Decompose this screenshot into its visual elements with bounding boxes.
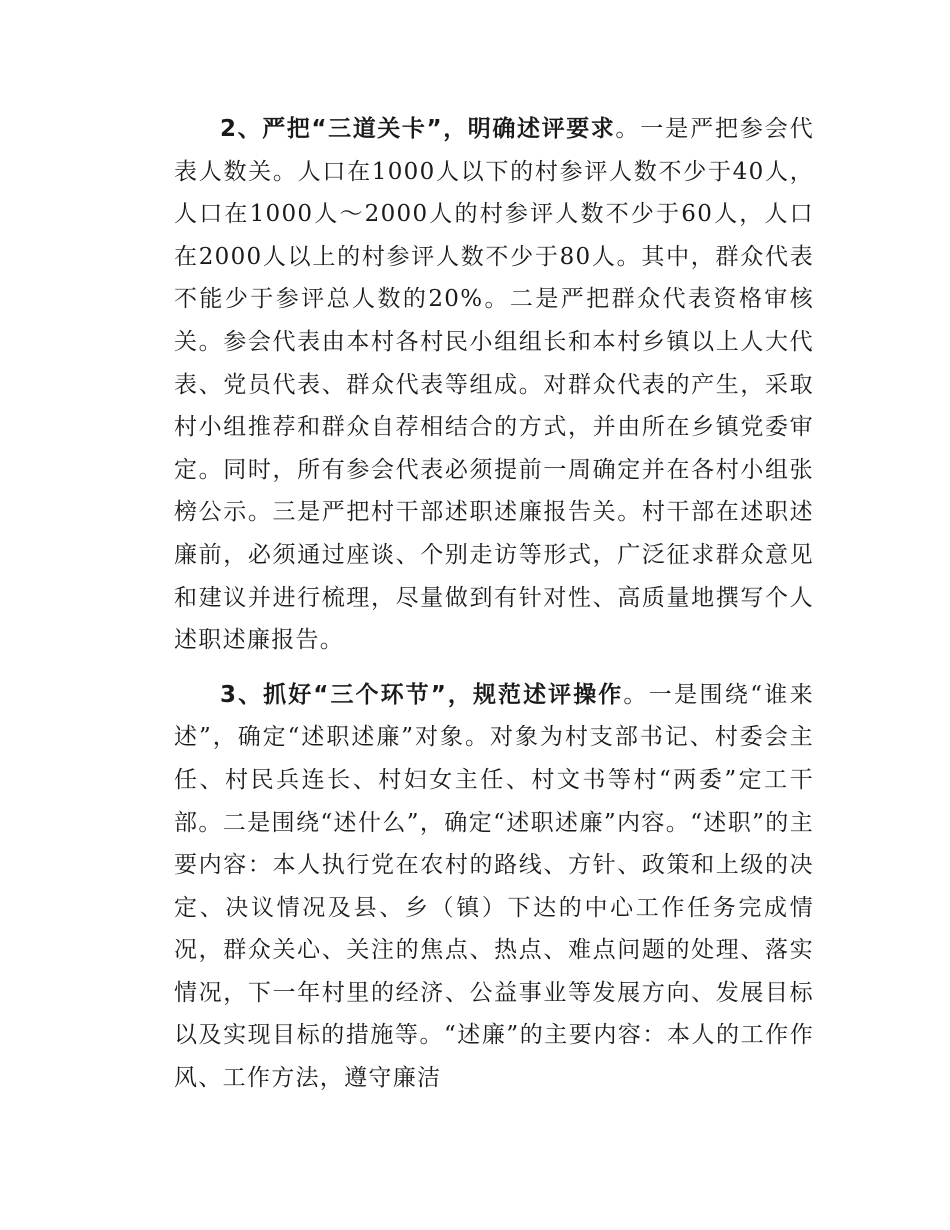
paragraph-section-3 — [174, 674, 814, 1100]
document-body — [174, 108, 814, 1100]
section-2-text: 。一是严把参会代表人数关。人口在1000人以下的村参评人数不少于40人，人口在1000人～2000人的村参评人数不少于60人，人口在2000人以上的村参评人数不少于80人。其中，群众代表不能少于参评总人数的20%。二是严把群众代表资格审核关。参会代表由本村各村民小组组长和本村乡镇以上人大代表、党员代表、群众代表等组成。对群众代表的产生，采取村小组推荐和群众自荐相结合的方式，并由所在乡镇党委审定。同时，所有参会代表必须提前一周确定并在各村小组张榜公示。三是严把村干部述职述廉报告关。村干部在述职述廉前，必须通过座谈、个别走访等形式，广泛征求群众意见和建议并进行梳理，尽量做到有针对性、高质量地撰写个人述职述廉报告。 — [174, 116, 814, 654]
section-2-heading: 2、严把“三道关卡”，明确述评要求 — [220, 116, 616, 142]
paragraph-section-2 — [174, 108, 814, 662]
section-3-text: 。一是围绕“谁来述”，确定“述职述廉”对象。对象为村支部书记、村委会主任、村民兵连长、村妇女主任、村文书等村“两委”定工干部。二是围绕“述什么”，确定“述职述廉”内容。“述职”的主要内容：本人执行党在农村的路线、方针、政策和上级的决定、决议情况及县、乡（镇）下达的中心工作任务完成情况，群众关心、关注的焦点、热点、难点问题的处理、落实情况，下一年村里的经济、公益事业等发展方向、发展目标以及实现目标的措施等。“述廉”的主要内容：本人的工作作风、工作方法，遵守廉洁 — [174, 681, 814, 1092]
section-3-heading: 3、抓好“三个环节”，规范述评操作 — [220, 681, 624, 708]
